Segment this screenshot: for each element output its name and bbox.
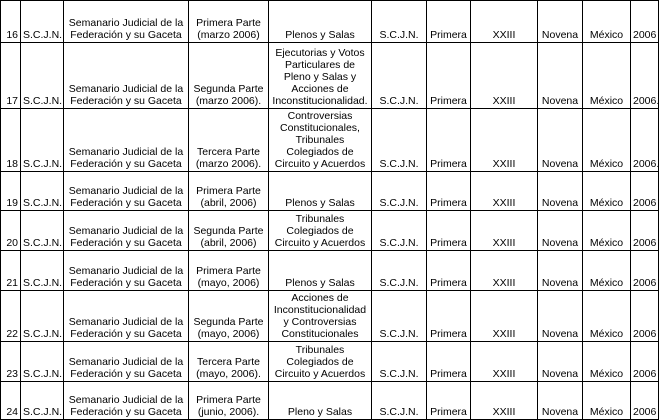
year-cell: 2006 <box>631 1 659 43</box>
author-cell: S.C.J.N. <box>21 1 64 43</box>
subject-cell: Plenos y Salas <box>269 251 372 291</box>
part-cell: Primera Parte (abril, 2006) <box>189 172 269 211</box>
volume-cell: XXIII <box>471 43 538 109</box>
subject-cell: Plenos y Salas <box>269 1 372 43</box>
publication-cell: Semanario Judicial de la Federación y su Gaceta <box>64 251 189 291</box>
author-cell: S.C.J.N. <box>21 109 64 172</box>
publication-cell: Semanario Judicial de la Federación y su Gaceta <box>64 342 189 382</box>
row-number: 23 <box>1 342 21 382</box>
row-number: 17 <box>1 43 21 109</box>
row-number: 16 <box>1 1 21 43</box>
publisher-cell: S.C.J.N. <box>372 382 427 420</box>
author-cell: S.C.J.N. <box>21 43 64 109</box>
epoch-cell: Novena <box>538 342 583 382</box>
epoch-cell: Novena <box>538 211 583 251</box>
publisher-cell: S.C.J.N. <box>372 1 427 43</box>
publisher-cell: S.C.J.N. <box>372 251 427 291</box>
part-cell: Primera Parte (junio, 2006). <box>189 382 269 420</box>
publisher-cell: S.C.J.N. <box>372 291 427 342</box>
place-cell: México <box>583 211 631 251</box>
table-row <box>1 291 659 342</box>
row-number: 18 <box>1 109 21 172</box>
subject-cell: Tribunales Colegiados de Circuito y Acuerdos <box>269 211 372 251</box>
publication-cell: Semanario Judicial de la Federación y su Gaceta <box>64 172 189 211</box>
epoch-cell: Novena <box>538 1 583 43</box>
author-cell: S.C.J.N. <box>21 382 64 420</box>
part-cell: Tercera Parte (marzo 2006). <box>189 109 269 172</box>
publisher-cell: S.C.J.N. <box>372 109 427 172</box>
publication-cell: Semanario Judicial de la Federación y su Gaceta <box>64 43 189 109</box>
edition-cell: Primera <box>427 211 471 251</box>
author-cell: S.C.J.N. <box>21 211 64 251</box>
table-row <box>1 172 659 211</box>
epoch-cell: Novena <box>538 109 583 172</box>
author-cell: S.C.J.N. <box>21 291 64 342</box>
year-cell: 2006. <box>631 43 659 109</box>
subject-cell: Tribunales Colegiados de Circuito y Acuerdos <box>269 342 372 382</box>
table-row <box>1 109 659 172</box>
row-number: 22 <box>1 291 21 342</box>
place-cell: México <box>583 1 631 43</box>
edition-cell: Primera <box>427 109 471 172</box>
subject-cell: Acciones de Inconstitucionalidad y Controversias Constitucionales <box>269 291 372 342</box>
epoch-cell: Novena <box>538 382 583 420</box>
place-cell: México <box>583 43 631 109</box>
place-cell: México <box>583 251 631 291</box>
publication-cell: Semanario Judicial de la Federación y su Gaceta <box>64 382 189 420</box>
place-cell: México <box>583 342 631 382</box>
table-row <box>1 43 659 109</box>
part-cell: Tercera Parte (mayo, 2006). <box>189 342 269 382</box>
edition-cell: Primera <box>427 342 471 382</box>
volume-cell: XXIII <box>471 172 538 211</box>
publisher-cell: S.C.J.N. <box>372 342 427 382</box>
publication-cell: Semanario Judicial de la Federación y su Gaceta <box>64 291 189 342</box>
table-row <box>1 251 659 291</box>
publisher-cell: S.C.J.N. <box>372 43 427 109</box>
part-cell: Segunda Parte (mayo, 2006) <box>189 291 269 342</box>
place-cell: México <box>583 172 631 211</box>
place-cell: México <box>583 109 631 172</box>
epoch-cell: Novena <box>538 251 583 291</box>
volume-cell: XXIII <box>471 211 538 251</box>
place-cell: México <box>583 291 631 342</box>
subject-cell: Controversias Constitucionales, Tribunales Colegiados de Circuito y Acuerdos <box>269 109 372 172</box>
author-cell: S.C.J.N. <box>21 251 64 291</box>
epoch-cell: Novena <box>538 43 583 109</box>
row-number: 24 <box>1 382 21 420</box>
volume-cell: XXIII <box>471 382 538 420</box>
year-cell: 2006 <box>631 172 659 211</box>
subject-cell: Plenos y Salas <box>269 172 372 211</box>
volume-cell: XXIII <box>471 109 538 172</box>
publisher-cell: S.C.J.N. <box>372 172 427 211</box>
table-row <box>1 382 659 420</box>
row-number: 19 <box>1 172 21 211</box>
volume-cell: XXIII <box>471 342 538 382</box>
year-cell: 2006 <box>631 342 659 382</box>
author-cell: S.C.J.N. <box>21 172 64 211</box>
edition-cell: Primera <box>427 172 471 211</box>
epoch-cell: Novena <box>538 172 583 211</box>
year-cell: 2006 <box>631 251 659 291</box>
edition-cell: Primera <box>427 1 471 43</box>
publication-cell: Semanario Judicial de la Federación y su Gaceta <box>64 211 189 251</box>
publication-cell: Semanario Judicial de la Federación y su Gaceta <box>64 109 189 172</box>
edition-cell: Primera <box>427 43 471 109</box>
publication-cell: Semanario Judicial de la Federación y su Gaceta <box>64 1 189 43</box>
volume-cell: XXIII <box>471 251 538 291</box>
part-cell: Segunda Parte (abril, 2006) <box>189 211 269 251</box>
author-cell: S.C.J.N. <box>21 342 64 382</box>
edition-cell: Primera <box>427 251 471 291</box>
volume-cell: XXIII <box>471 1 538 43</box>
epoch-cell: Novena <box>538 291 583 342</box>
row-number: 20 <box>1 211 21 251</box>
row-number: 21 <box>1 251 21 291</box>
subject-cell: Pleno y Salas <box>269 382 372 420</box>
volume-cell: XXIII <box>471 291 538 342</box>
year-cell: 2006 <box>631 382 659 420</box>
part-cell: Primera Parte (marzo 2006) <box>189 1 269 43</box>
part-cell: Primera Parte (mayo, 2006) <box>189 251 269 291</box>
place-cell: México <box>583 382 631 420</box>
table-row <box>1 1 659 43</box>
year-cell: 2006 <box>631 211 659 251</box>
edition-cell: Primera <box>427 382 471 420</box>
publisher-cell: S.C.J.N. <box>372 211 427 251</box>
part-cell: Segunda Parte (marzo 2006). <box>189 43 269 109</box>
table-row <box>1 342 659 382</box>
table-row <box>1 211 659 251</box>
year-cell: 2006. <box>631 109 659 172</box>
subject-cell: Ejecutorias y Votos Particulares de Pleno y Salas y Acciones de Inconstitucionalidad. <box>269 43 372 109</box>
edition-cell: Primera <box>427 291 471 342</box>
year-cell: 2006 <box>631 291 659 342</box>
